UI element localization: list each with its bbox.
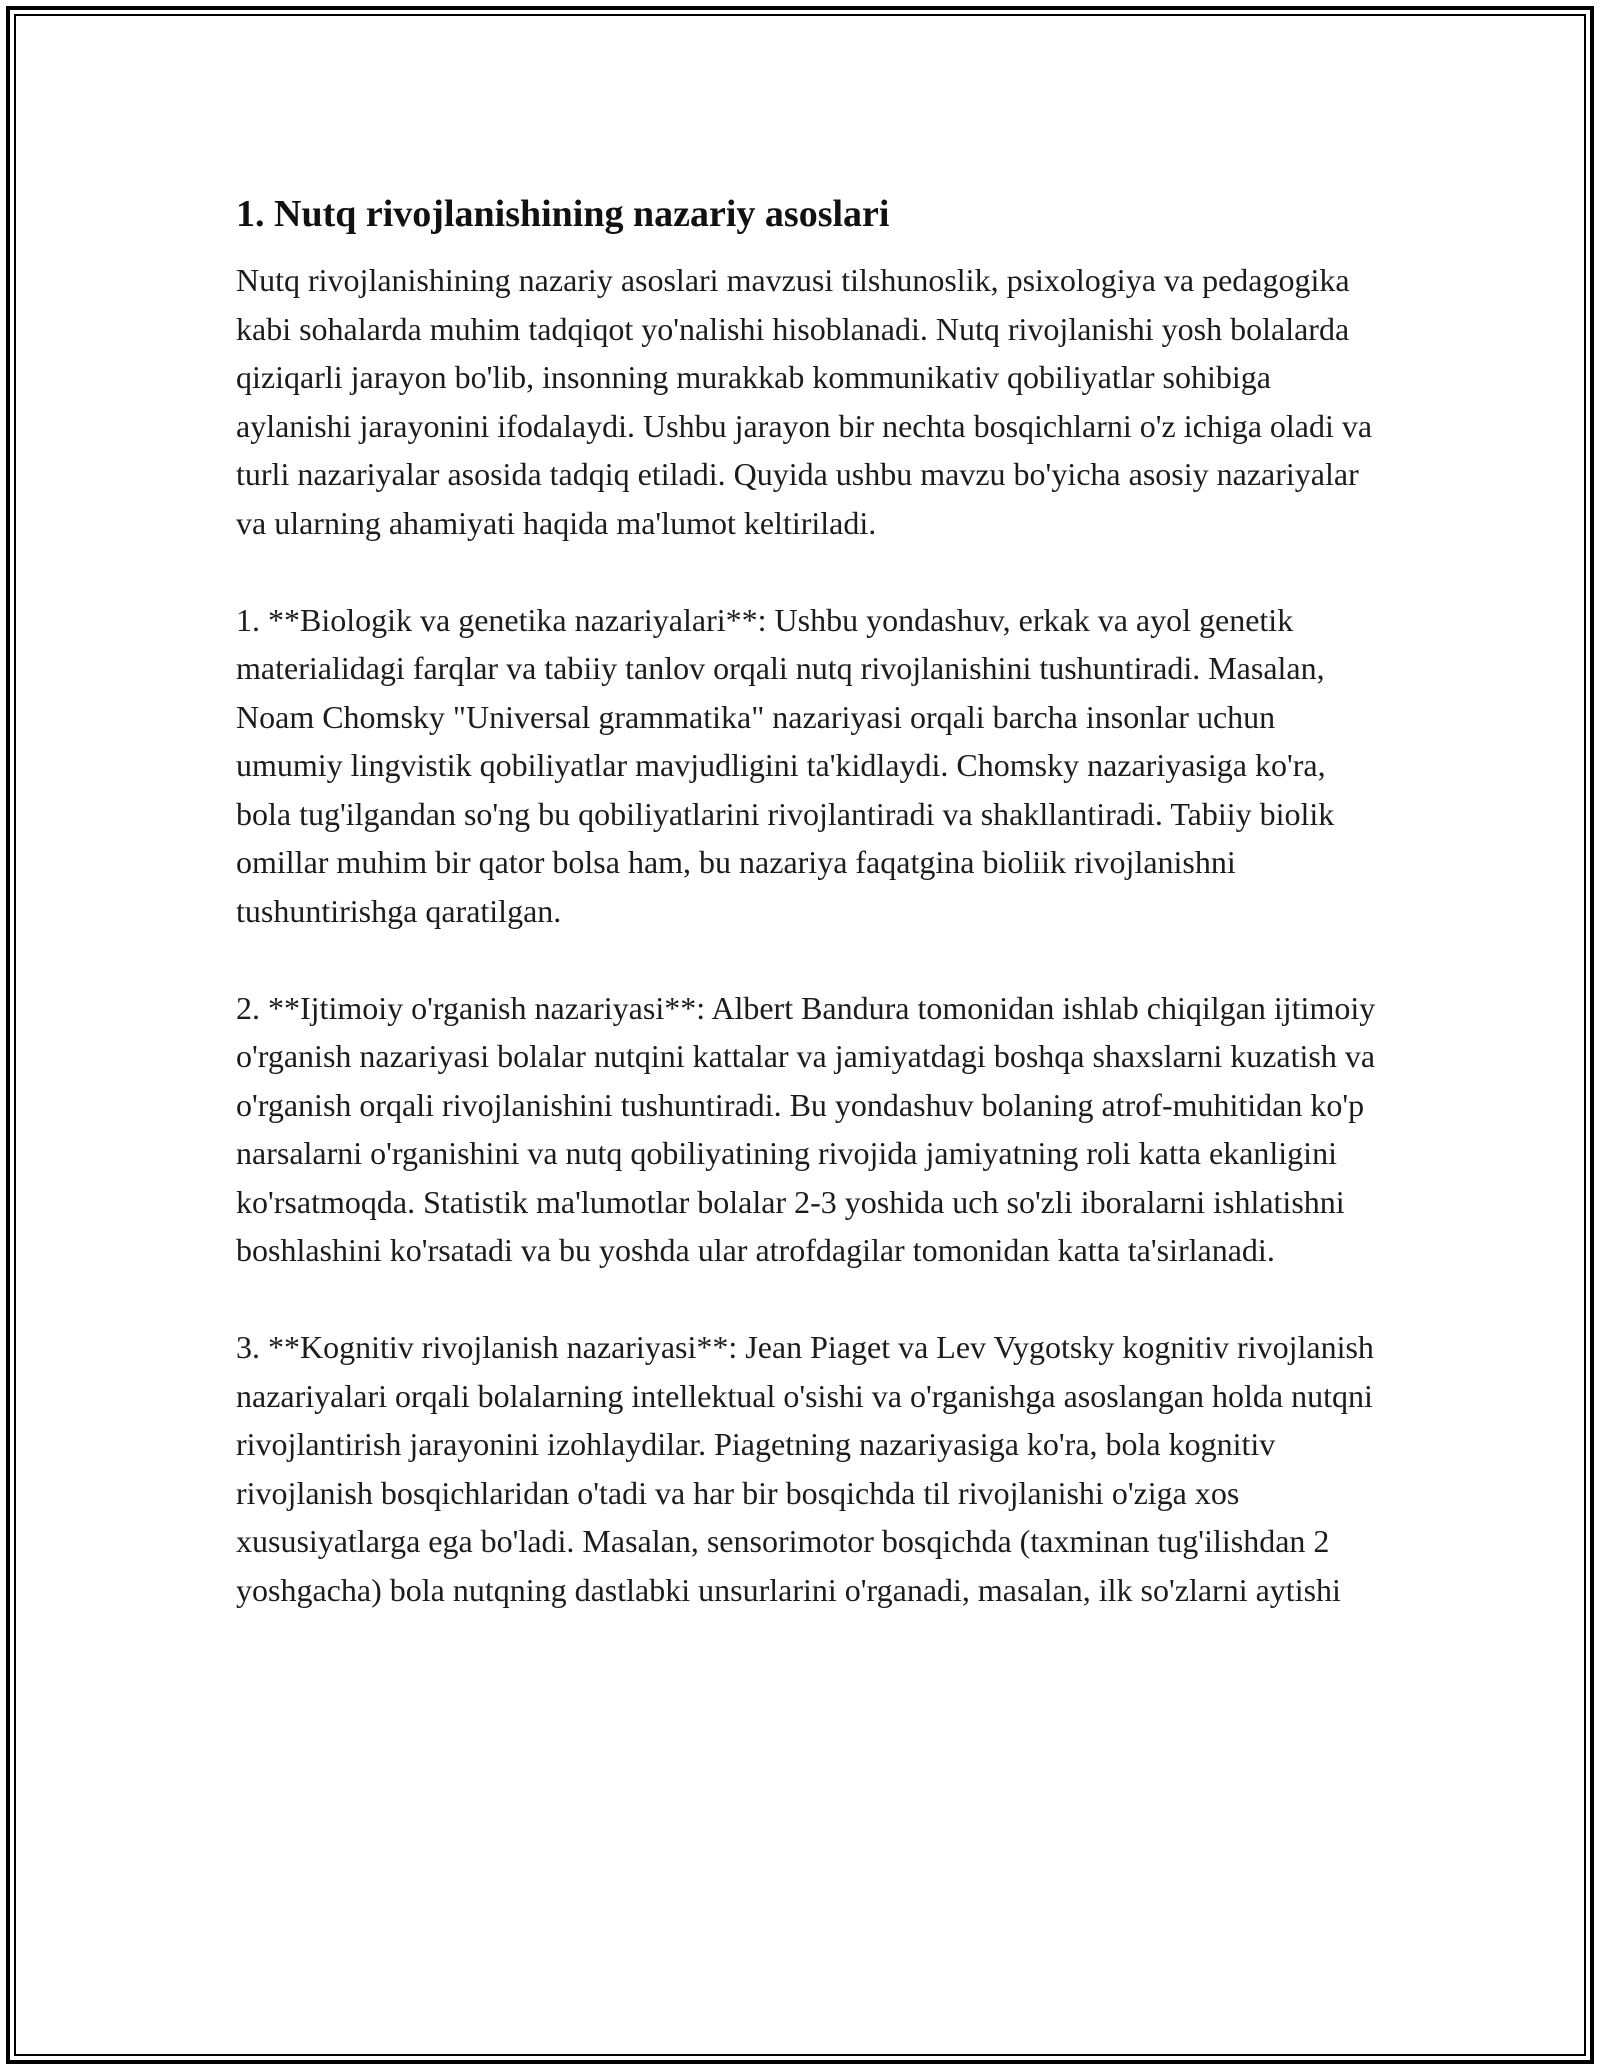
cognitive-theory-paragraph: 3. **Kognitiv rivojlanish nazariyasi**: Jean Piaget va Lev Vygotsky kognitiv rivojlanish nazariyalari orqali bolalarning intellektual o'sishi va o'rganishga asoslangan holda nutqni rivojlantirish jarayonini izohlaydilar. Piagetning nazariyasiga ko'ra, bola kognitiv rivojlanish bosqichlaridan o'tadi va har bir bosqichda til rivojlanishi o'ziga xos xususiyatlarga ega bo'ladi. Masalan, sensorimotor bosqichda (taxminan tug'ilishdan 2 yoshgacha) bola nutqning dastlabki unsurlarini o'rganadi, masalan, ilk so'zlarni aytishi [236,1329,1374,1608]
social-learning-theory-paragraph: 2. **Ijtimoiy o'rganish nazariyasi**: Albert Bandura tomonidan ishlab chiqilgan ijtimoiy o'rganish nazariyasi bolalar nutqini kattalar va jamiyatdagi boshqa shaxslarni kuzatish va o'rganish orqali rivojlanishini tushuntiradi. Bu yondashuv bolaning atrof-muhitidan ko'p narsalarni o'rganishini va nutq qobiliyatining rivojida jamiyatning roli katta ekanligini ko'rsatmoqda. Statistik ma'lumotlar bolalar 2-3 yoshida uch so'zli iboralarni ishlatishni boshlashini ko'rsatadi va bu yoshda ular atrofdagilar tomonidan katta ta'sirlanadi. [236,989,1376,1268]
section-heading: 1. Nutq rivojlanishining nazariy asoslari [236,193,890,235]
intro-paragraph: Nutq rivojlanishining nazariy asoslari mavzusi tilshunoslik, psixologiya va pedagogika kabi sohalarda muhim tadqiqot yo'nalishi hisoblanadi. Nutq rivojlanishi yosh bolalarda qiziqarli jarayon bo'lib, insonning murakkab kommunikativ qobiliyatlar sohibiga aylanishi jarayonini ifodalaydi. Ushbu jarayon bir nechta bosqichlarni o'z ichiga oladi va turli nazariyalar asosida tadqiq etiladi. Quyida ushbu mavzu bo'yicha asosiy nazariyalar va ularning ahamiyati haqida ma'lumot keltiriladi. [236,262,1373,541]
document-body [236,188,1376,1663]
biological-theory-paragraph: 1. **Biologik va genetika nazariyalari**: Ushbu yondashuv, erkak va ayol genetik materialidagi farqlar va tabiiy tanlov orqali nutq rivojlanishini tushuntiradi. Masalan, Noam Chomsky "Universal grammatika" nazariyasi orqali barcha insonlar uchun umumiy lingvistik qobiliyatlar mavjudligini ta'kidlaydi. Chomsky nazariyasiga ko'ra, bola tug'ilgandan so'ng bu qobiliyatlarini rivojlantiradi va shakllantiradi. Tabiiy biolik omillar muhim bir qator bolsa ham, bu nazariya faqatgina bioliik rivojlanishni tushuntirishga qaratilgan. [236,601,1335,929]
